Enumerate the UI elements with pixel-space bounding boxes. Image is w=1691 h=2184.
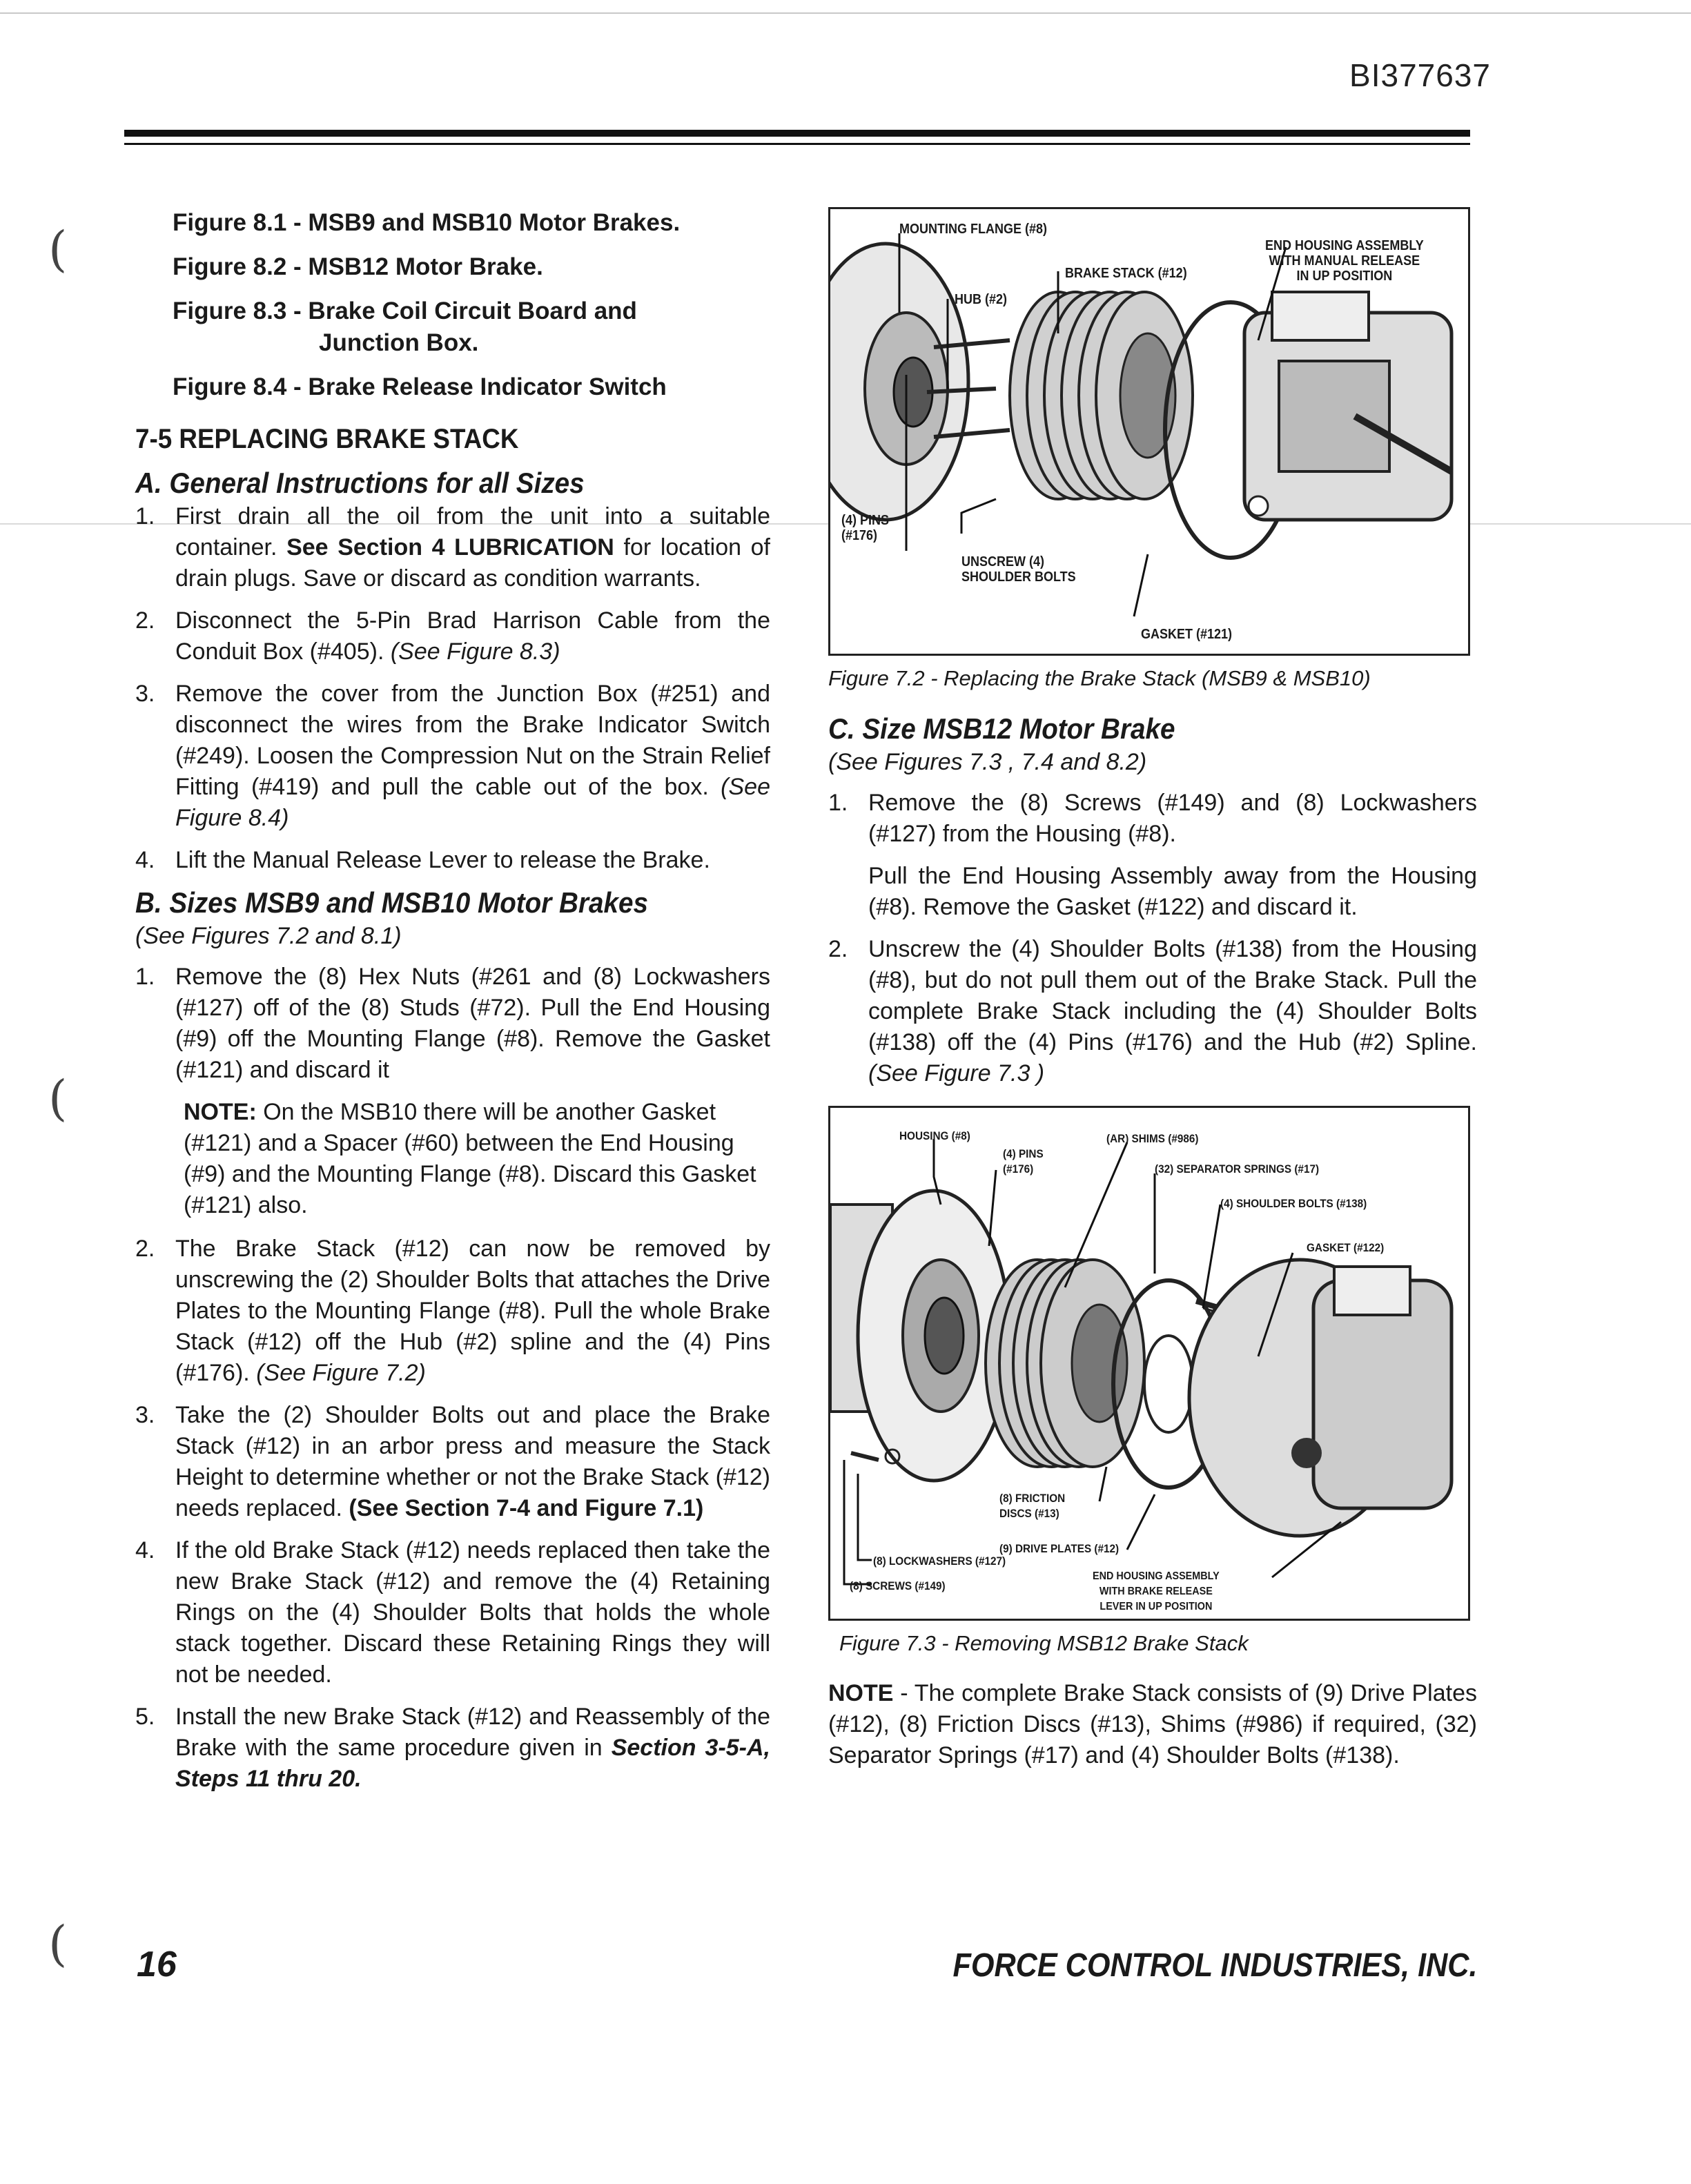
step-item: 2. The Brake Stack (#12) can now be removed by unscrewing the (2) Shoulder Bolts that attaches the Drive Plates to the Mounting Flange (#8). Pull the whole Brake Stack (#12) off the Hub (#2) spline and the (4) Pins (#176). (See Figure 7.2) bbox=[135, 1236, 770, 1386]
binding-mark-top: ( bbox=[48, 221, 68, 277]
callout-gasket: GASKET (#122) bbox=[1307, 1241, 1385, 1254]
figure-7-3 bbox=[828, 1106, 1470, 1621]
figure-7-3-caption: Figure 7.3 - Removing MSB12 Brake Stack bbox=[839, 1631, 1249, 1655]
figure-list-item: Figure 8.4 - Brake Release Indicator Switch bbox=[173, 373, 667, 400]
callout-shoulder-bolts: (4) SHOULDER BOLTS (#138) bbox=[1220, 1197, 1367, 1210]
callout-separator-springs: (32) SEPARATOR SPRINGS (#17) bbox=[1155, 1162, 1320, 1176]
figure-list bbox=[135, 207, 770, 403]
part-a-steps bbox=[135, 501, 770, 876]
figure-7-2 bbox=[828, 207, 1470, 656]
binding-mark-mid: ( bbox=[48, 1070, 68, 1127]
callout-pins: (4) PINS (#176) bbox=[841, 513, 890, 543]
callout-friction-discs: (8) FRICTION DISCS (#13) bbox=[999, 1492, 1066, 1520]
callout-pins: (4) PINS (#176) bbox=[1003, 1147, 1044, 1176]
step-item: 1. First drain all the oil from the unit into a suitable container. See Section 4 LUBRICATION for location of drain plugs. Save or discard as condition warrants. bbox=[135, 503, 770, 592]
step-item: 1. Remove the (8) Hex Nuts (#261 and (8) Lockwashers (#127) off of the (8) Studs (#72). Pull the End Housing (#9) off the Mounting Flange (#8). Remove the Gasket (#121) and discard it bbox=[135, 964, 770, 1083]
part-c-see-figures: (See Figures 7.3 , 7.4 and 8.2) bbox=[828, 749, 1147, 775]
document-id: BI377637 bbox=[1349, 57, 1491, 93]
figure-7-2-caption: Figure 7.2 - Replacing the Brake Stack (MSB9 & MSB10) bbox=[828, 666, 1371, 690]
msb12-brake-illustration bbox=[830, 1108, 1468, 1619]
section-title: 7-5 REPLACING BRAKE STACK bbox=[135, 424, 519, 454]
step-item: 2. Unscrew the (4) Shoulder Bolts (#138) from the Housing (#8), but do not pull them out of the Brake Stack. Pull the complete Brake Stack including the (4) Shoulder Bolts (#138) off the (4) Pins (#176) and the Hub (#2) Spline. (See Figure 7.3 ) bbox=[828, 936, 1477, 1086]
callout-gasket: GASKET (#121) bbox=[1141, 627, 1233, 642]
callout-end-housing: END HOUSING ASSEMBLY WITH MANUAL RELEASE IN UP POSITION bbox=[1265, 238, 1424, 284]
callout-drive-plates: (9) DRIVE PLATES (#12) bbox=[999, 1542, 1120, 1555]
bottom-note: NOTE - The complete Brake Stack consists of (9) Drive Plates (#12), (8) Friction Discs (#13), Shims (#986) if required, (32) Separator Springs (#17) and (4) Shoulder Bolts (#138). bbox=[828, 1680, 1477, 1768]
step-item: 3. Take the (2) Shoulder Bolts out and place the Brake Stack (#12) in an arbor press and measure the Stack Height to determine whether or not the Brake Stack (#12) needs replaced. (See Section 7-4 and Figure 7.1) bbox=[135, 1402, 770, 1521]
left-column bbox=[135, 207, 770, 1806]
callout-mounting-flange: MOUNTING FLANGE (#8) bbox=[899, 222, 1048, 237]
binding-mark-bottom: ( bbox=[48, 1915, 68, 1972]
right-column bbox=[828, 207, 1477, 1771]
part-a-title: A. General Instructions for all Sizes bbox=[135, 467, 585, 499]
callout-screws: (8) SCREWS (#149) bbox=[850, 1579, 946, 1592]
scan-edge-line bbox=[0, 12, 1691, 14]
callout-end-housing: END HOUSING ASSEMBLY WITH BRAKE RELEASE LEVER IN UP POSITION bbox=[1093, 1570, 1220, 1612]
callout-hub: HUB (#2) bbox=[955, 292, 1008, 307]
part-b-steps bbox=[135, 962, 770, 1086]
header-rule-heavy bbox=[124, 130, 1470, 137]
part-b-steps-continued bbox=[135, 1234, 770, 1795]
step-item: 5. Install the new Brake Stack (#12) and Reassembly of the Brake with the same procedure given in Section 3-5-A, Steps 11 thru 20. bbox=[135, 1704, 770, 1792]
figure-list-item: Figure 8.1 - MSB9 and MSB10 Motor Brakes. bbox=[173, 209, 681, 236]
figure-list-item: Figure 8.3 - Brake Coil Circuit Board and Junction Box. bbox=[173, 298, 637, 356]
part-c-steps-continued bbox=[828, 934, 1477, 1089]
step-item: 1. Remove the (8) Screws (#149) and (8) Lockwashers (#127) from the Housing (#8). bbox=[828, 790, 1477, 847]
step-item: 4. If the old Brake Stack (#12) needs replaced then take the new Brake Stack (#12) and remove the (4) Retaining Rings on the (4) Shoulder Bolts that holds the whole stack together. Discard these Retaining Rings they will not be needed. bbox=[135, 1537, 770, 1688]
figure-list-item: Figure 8.2 - MSB12 Motor Brake. bbox=[173, 253, 543, 280]
part-c-steps bbox=[828, 788, 1477, 850]
callout-shims: (AR) SHIMS (#986) bbox=[1106, 1132, 1199, 1145]
part-b-see-figures: (See Figures 7.2 and 8.1) bbox=[135, 923, 402, 949]
step-item: 4. Lift the Manual Release Lever to release the Brake. bbox=[135, 847, 710, 873]
callout-housing: HOUSING (#8) bbox=[899, 1129, 970, 1142]
step-item: 3. Remove the cover from the Junction Box (#251) and disconnect the wires from the Brake Indicator Switch (#249). Loosen the Compression Nut on the Strain Relief Fitting (#419) and pull the cable out of the box. (See Figure 8.4) bbox=[135, 681, 770, 831]
part-b-note: NOTE: On the MSB10 there will be another Gasket (#121) and a Spacer (#60) between the End Housing (#9) and the Mounting Flange (#8). Discard this Gasket (#121) also. bbox=[184, 1099, 756, 1218]
company-name: FORCE CONTROL INDUSTRIES, INC. bbox=[952, 1947, 1477, 1984]
part-c-title: C. Size MSB12 Motor Brake bbox=[828, 712, 1175, 745]
part-c-step1-continued: Pull the End Housing Assembly away from the Housing (#8). Remove the Gasket (#122) and discard it. bbox=[868, 863, 1477, 920]
callout-lockwashers: (8) LOCKWASHERS (#127) bbox=[873, 1554, 1006, 1568]
step-item: 2. Disconnect the 5-Pin Brad Harrison Cable from the Conduit Box (#405). (See Figure 8.3) bbox=[135, 607, 770, 665]
callout-brake-stack: BRAKE STACK (#12) bbox=[1065, 266, 1187, 281]
page-number: 16 bbox=[137, 1944, 177, 1985]
part-b-title: B. Sizes MSB9 and MSB10 Motor Brakes bbox=[135, 886, 648, 919]
header-rule-thin bbox=[124, 143, 1470, 145]
callout-unscrew-shoulder-bolts: UNSCREW (4) SHOULDER BOLTS bbox=[961, 554, 1076, 585]
